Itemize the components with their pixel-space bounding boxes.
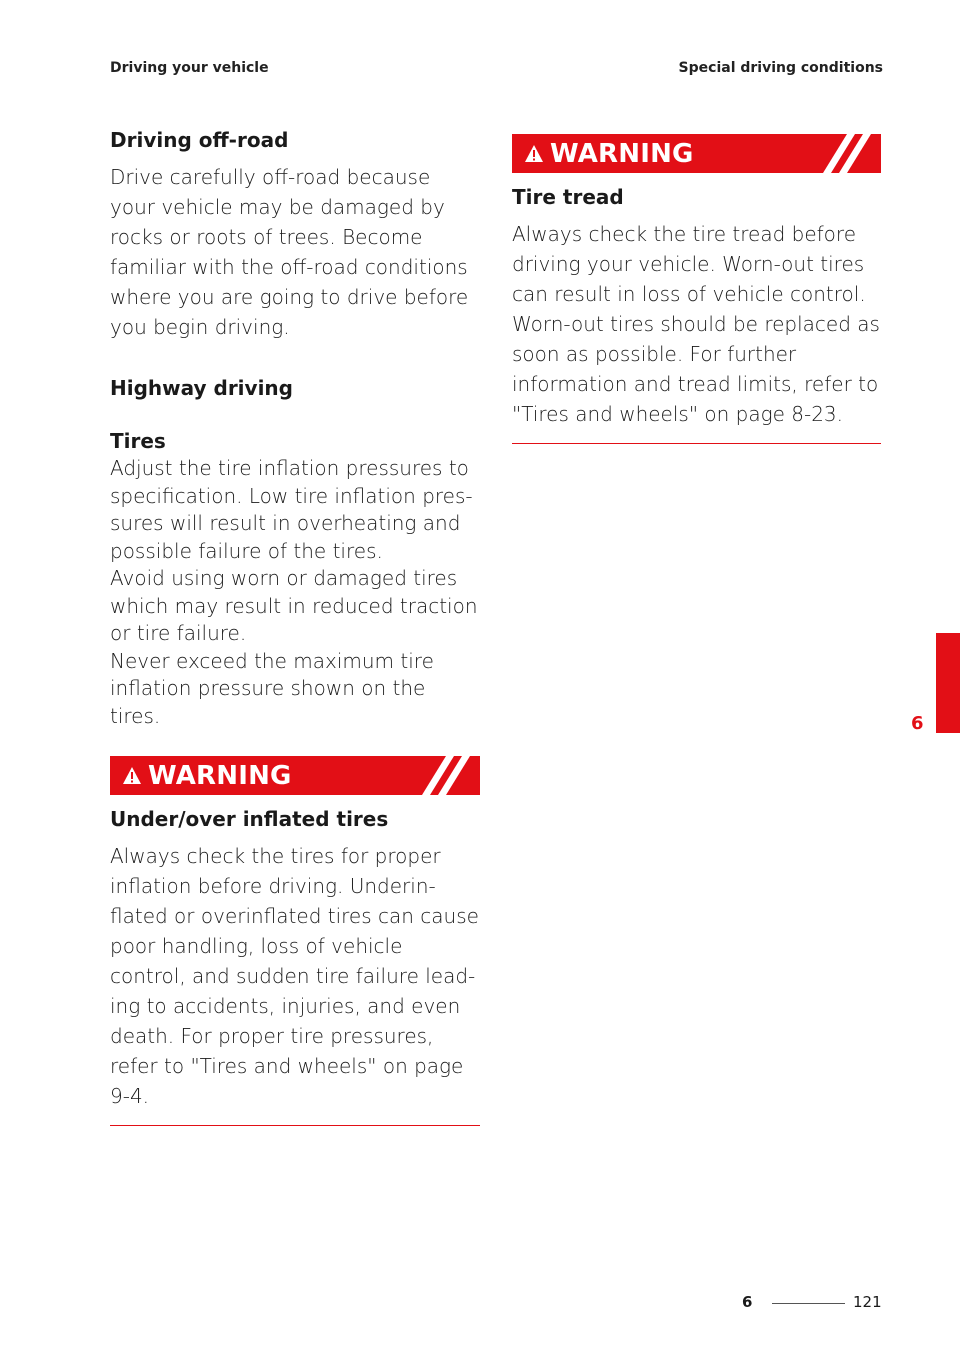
chapter-tab: [936, 633, 960, 733]
warning-end-rule: [110, 1125, 480, 1126]
warning-stripes-decoration: [821, 134, 881, 173]
warning-banner: [110, 756, 480, 795]
warning-triangle-icon: [122, 766, 142, 786]
warning-stripes-decoration: [420, 756, 480, 795]
tires-subheading: Tires: [110, 429, 166, 453]
warning-text: Always check the tire tread before driving your vehicle. Worn-out tires can result in loss of vehicle control. Worn-out tires should be replaced as soon as possible. For further information and tread limits, refer to "Tires and wheels" on page 8-23.: [512, 222, 880, 426]
left-column: [110, 128, 480, 1126]
warning-triangle-icon: [524, 144, 544, 164]
running-header-right: Special driving conditions: [678, 60, 883, 76]
right-column: [512, 134, 881, 444]
footer-page-number: 121: [853, 1293, 882, 1311]
running-header-left: Driving your vehicle: [110, 60, 269, 76]
offroad-paragraph: Drive carefully off-road because your vehicle may be damaged by rocks or roots of trees. Become familiar with the off-road conditions where you are going to drive before you begin driving.: [110, 165, 469, 339]
warning-subtitle: Tire tread: [512, 185, 624, 209]
chapter-tab-number: 6: [911, 713, 924, 734]
footer-divider: [772, 1303, 845, 1304]
tires-paragraph-2: Avoid using worn or damaged tires which may result in reduced traction or tire failure.: [110, 566, 478, 645]
tires-paragraph-1: Adjust the tire inflation pressures to specification. Low tire inflation pres-sures will result in overheating and possible failure of the tires.: [110, 456, 473, 563]
warning-box-tread: [512, 134, 881, 444]
warning-label: WARNING: [550, 139, 694, 169]
highway-heading: Highway driving: [110, 376, 293, 400]
warning-label: WARNING: [148, 761, 292, 791]
tires-paragraph-3: Never exceed the maximum tire inflation pressure shown on the tires.: [110, 648, 434, 728]
warning-text: Always check the tires for proper inflation before driving. Underin-flated or overinflated tires can cause poor handling, loss of vehicle control, and sudden tire failure lead-ing to accidents, injuries, and even death. For proper tire pressures, refer to "Tires and wheels" on page 9-4.: [110, 844, 479, 1108]
warning-end-rule: [512, 443, 881, 444]
footer-chapter-number: 6: [742, 1293, 753, 1311]
offroad-heading: Driving off-road: [110, 128, 289, 152]
warning-banner: [512, 134, 881, 173]
warning-subtitle: Under/over inflated tires: [110, 807, 389, 831]
warning-box-inflation: [110, 756, 480, 1126]
